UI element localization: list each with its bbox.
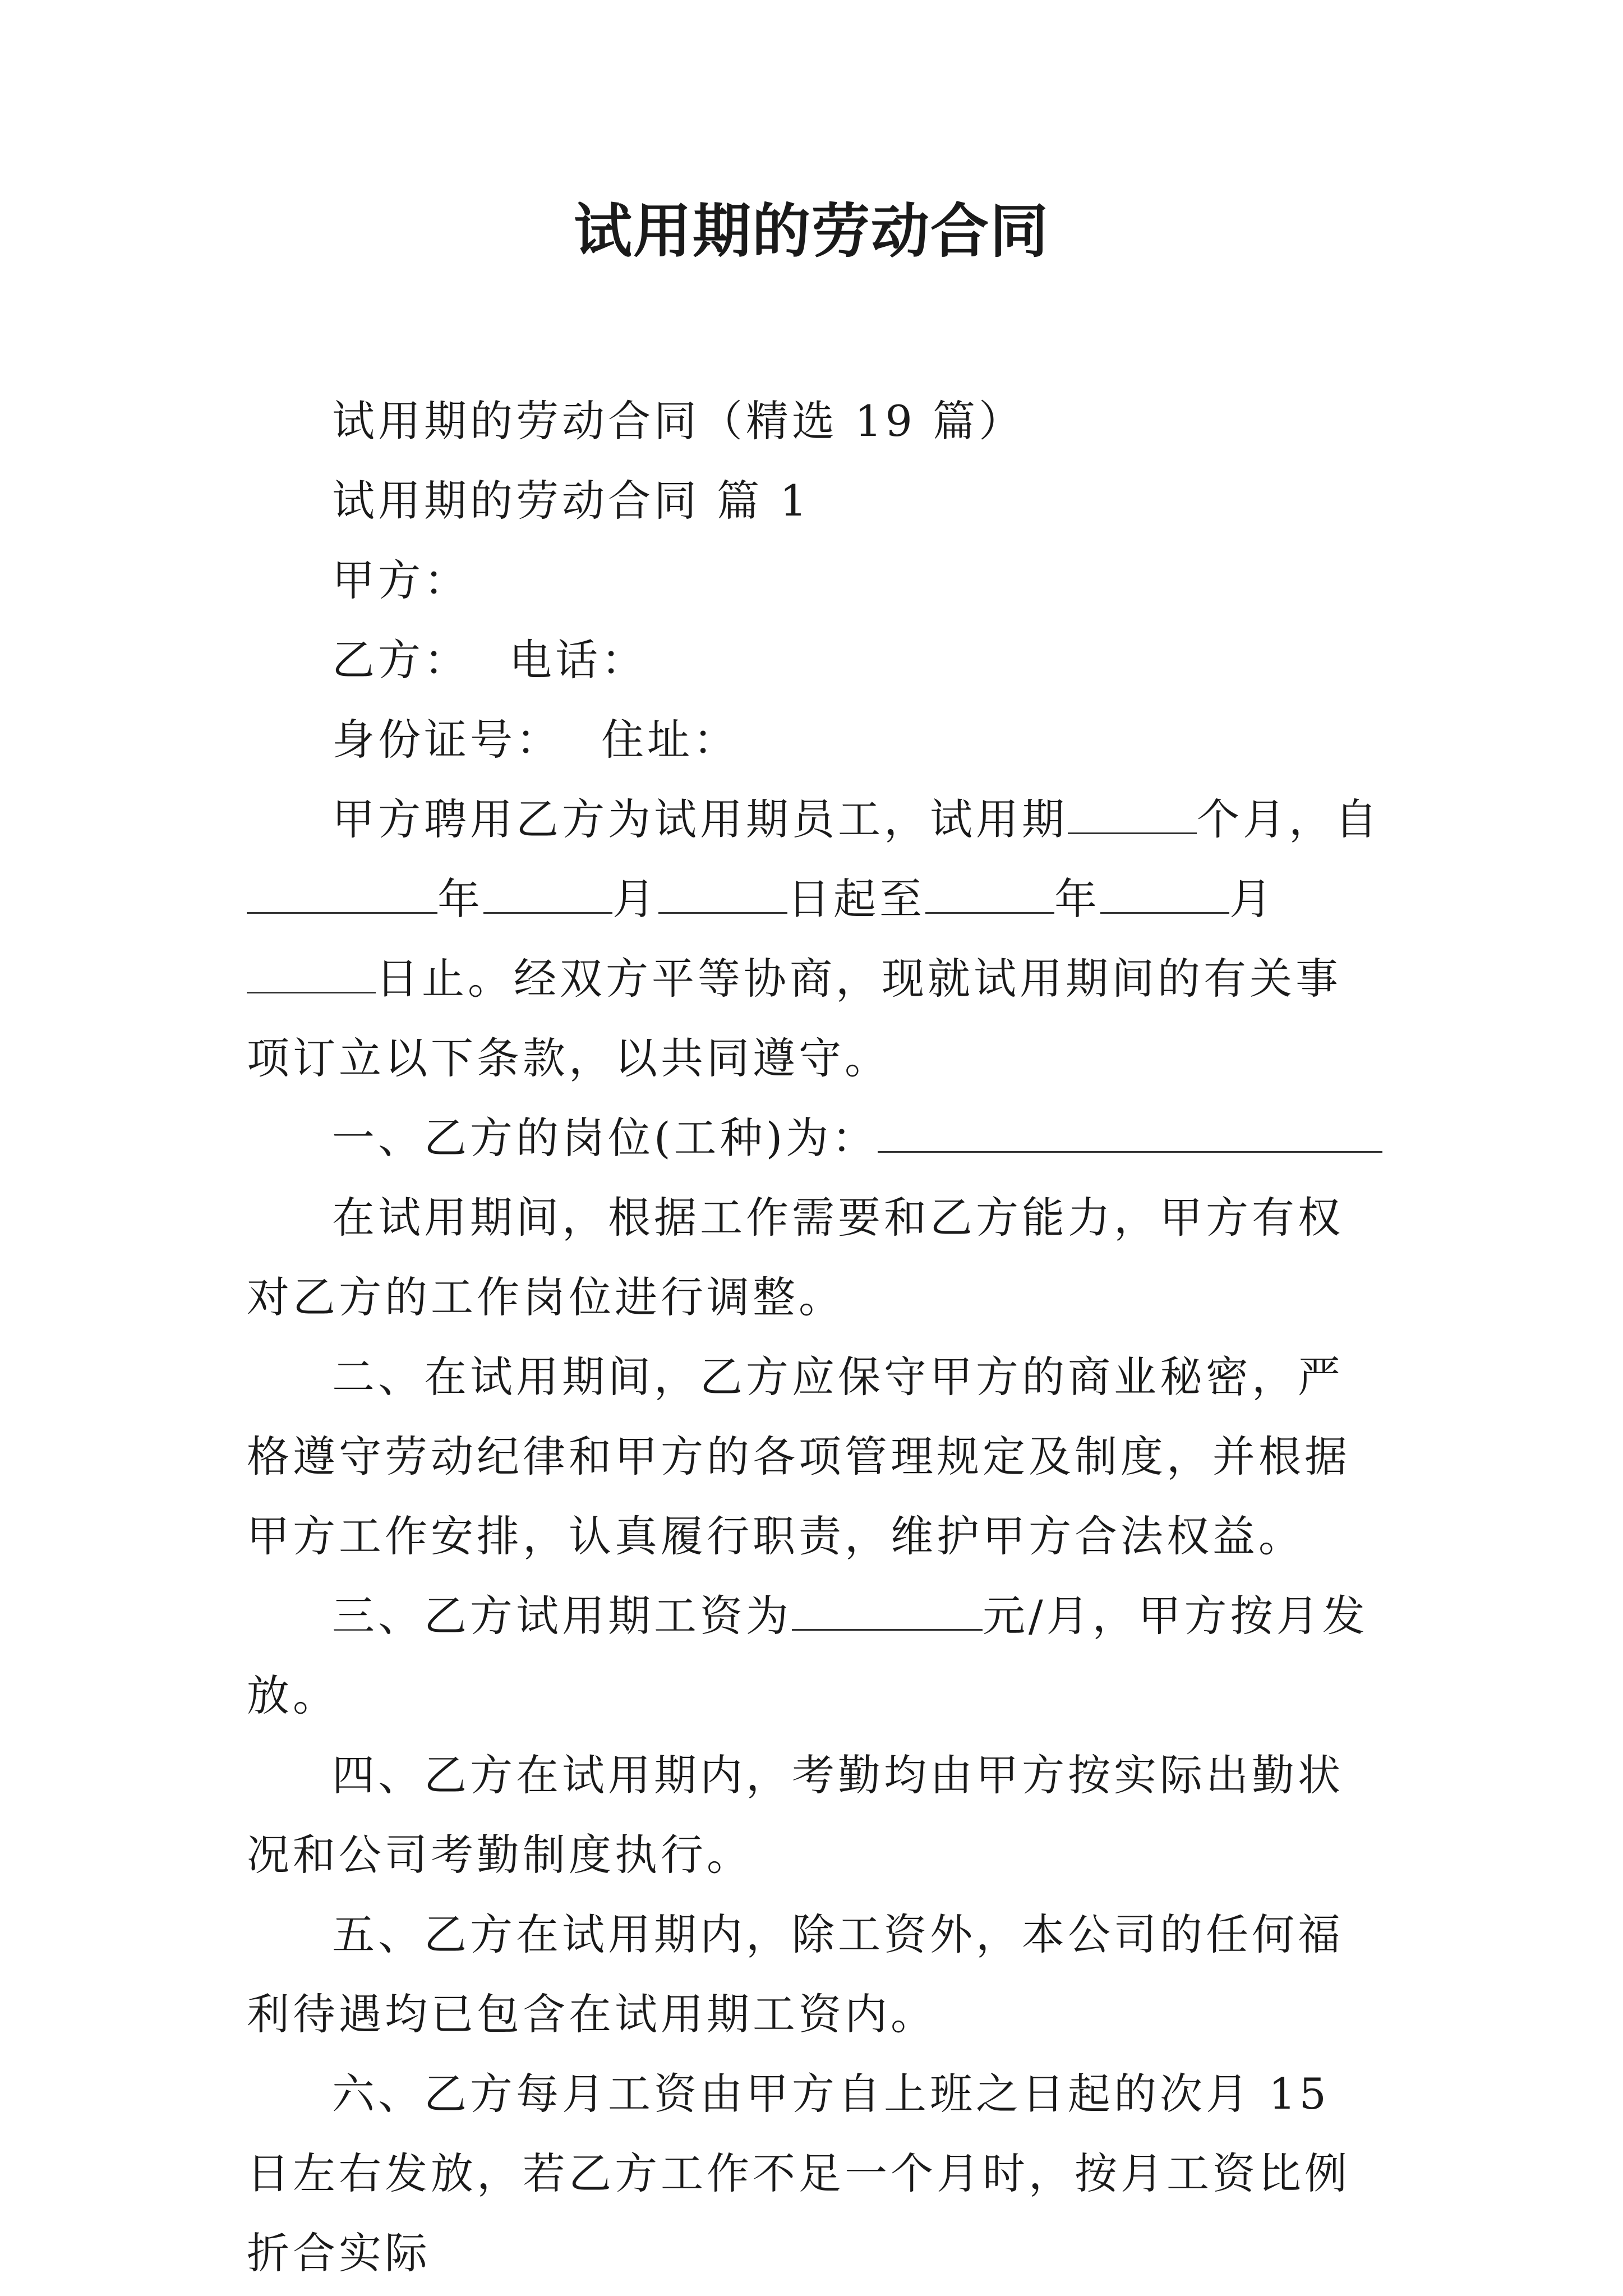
end-day-blank <box>247 958 376 993</box>
day-label-1: 日起至 <box>787 874 925 924</box>
party-a-label: 甲方： <box>332 555 470 605</box>
confidentiality-text: 二、在试用期间，乙方应保守甲方的商业秘密，严格遵守劳动纪律和甲方的各项管理规定及制度，并根据甲方工作安排，认真履行职责，维护甲方合法权益。 <box>247 1352 1350 1561</box>
paragraph-adjustment <box>247 1178 1385 1337</box>
salary-blank <box>792 1595 983 1631</box>
address-label: 住址： <box>601 715 739 765</box>
subtitle-text: 试用期的劳动合同（精选 19 篇） <box>332 396 1025 446</box>
end-year-blank <box>925 878 1054 914</box>
salary-text-a: 三、乙方试用期工资为 <box>332 1591 792 1641</box>
document-body <box>247 381 1385 2293</box>
probation-text-c: 日止。经双方平等协商，现就试用期间的有关事项订立以下条款，以共同遵守。 <box>247 954 1341 1083</box>
id-line <box>247 700 1385 780</box>
subtitle <box>247 381 1385 461</box>
section-heading <box>247 461 1385 541</box>
year-label-1: 年 <box>437 874 483 924</box>
start-day-blank <box>658 878 787 914</box>
party-b-line <box>247 620 1385 700</box>
party-b-label: 乙方： <box>332 635 470 685</box>
start-year-blank <box>247 878 437 914</box>
start-month-blank <box>483 878 612 914</box>
paragraph-salary <box>247 1576 1385 1736</box>
position-text: 一、乙方的岗位(工种)为： <box>332 1113 878 1163</box>
attendance-text: 四、乙方在试用期内，考勤均由甲方按实际出勤状况和公司考勤制度执行。 <box>247 1750 1344 1880</box>
month-label-2: 月 <box>1229 874 1275 924</box>
phone-label: 电话： <box>509 635 647 685</box>
section-heading-text: 试用期的劳动合同 篇 1 <box>332 476 810 526</box>
paragraph-confidentiality <box>247 1337 1385 1576</box>
id-number-label: 身份证号： <box>332 715 562 765</box>
paragraph-payday <box>247 2054 1385 2293</box>
document-title: 试用期的劳动合同 <box>573 196 1049 265</box>
month-label-1: 月 <box>612 874 658 924</box>
paragraph-attendance <box>247 1736 1385 1895</box>
benefits-text: 五、乙方在试用期内，除工资外，本公司的任何福利待遇均已包含在试用期工资内。 <box>247 1910 1344 2039</box>
year-label-2: 年 <box>1054 874 1100 924</box>
position-blank <box>878 1117 1382 1153</box>
probation-text-a: 甲方聘用乙方为试用期员工，试用期 <box>332 794 1068 844</box>
party-a-line <box>247 541 1385 620</box>
paragraph-benefits <box>247 1895 1385 2054</box>
payday-text: 六、乙方每月工资由甲方自上班之日起的次月 15 日左右发放，若乙方工作不足一个月时，按月工资比例折合实际 <box>247 2069 1350 2278</box>
probation-text-b: 个月，自 <box>1197 794 1381 844</box>
months-blank <box>1068 799 1197 834</box>
adjustment-text: 在试用期间，根据工作需要和乙方能力，甲方有权对乙方的工作岗位进行调整。 <box>247 1193 1344 1322</box>
end-month-blank <box>1100 878 1229 914</box>
paragraph-probation-period <box>247 780 1385 1098</box>
salary-text-b: 元/月，甲方按月发放。 <box>247 1591 1368 1720</box>
paragraph-position <box>247 1098 1385 1178</box>
